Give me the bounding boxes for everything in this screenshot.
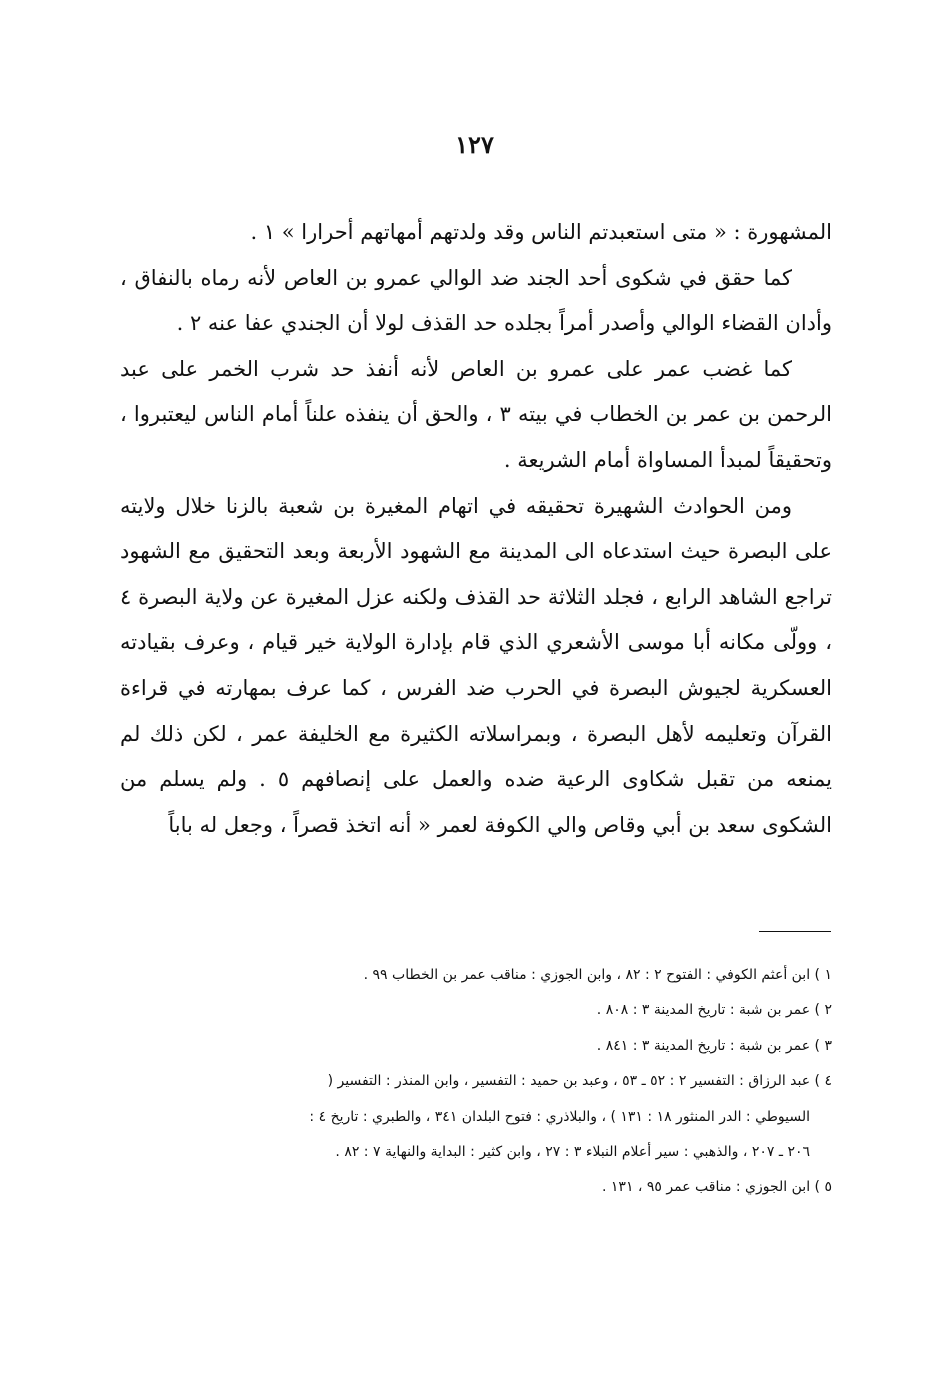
footnote-4-line-3: ٢٠٦ ـ ٢٠٧ ، والذهبي : سير أعلام النبلاء ٣ : ٢٧ ، وابن كثير : البداية والنهاية ٧ : ٨٢ . — [335, 1144, 810, 1161]
paragraph-4: ومن الحوادث الشهيرة تحقيقه في اتهام المغيرة بن شعبة بالزنا خلال ولايته على البصرة حيث استدعاه الى المدينة مع الشهود الأربعة وبعد التحقيق مع الشهود تراجع الشاهد الرابع ، فجلد الثلاثة حد القذف ولكنه عزل المغيرة عن ولاية البصرة ٤ ، وولّى مكانه أبا موسى الأشعري الذي قام بإدارة الولاية خير قيام ، وعرف بقيادته العسكرية لجيوش البصرة في الحرب ضد الفرس ، كما عرف بمهارته في قراءة القرآن وتعليمه لأهل البصرة ، وبمراسلاته الكثيرة مع الخليفة عمر ، لكن ذلك لم يمنعه من تقبل شكاوى الرعية ضده والعمل على إنصافهم ٥ . ولم يسلم من الشكوى سعد بن أبي وقاص والي الكوفة لعمر « أنه اتخذ قصراً ، وجعل له باباً — [120, 493, 832, 837]
paragraph-3: كما غضب عمر على عمرو بن العاص لأنه أنفذ حد شرب الخمر على عبد الرحمن بن عمر بن الخطاب في بيته ٣ ، والحق أن ينفذه علناً أمام الناس ليعتبروا ، وتحقيقاً لمبدأ المساواة أمام الشريعة . — [120, 356, 832, 472]
footnote-4: ٤ ) عبد الرزاق : التفسير ٢ : ٥٢ ـ ٥٣ ، وعبد بن حميد : التفسير ، وابن المنذر : التفسير ( — [327, 1073, 832, 1090]
footnotes — [150, 958, 832, 1206]
footnote-5: ٥ ) ابن الجوزي : مناقب عمر ٩٥ ، ١٣١ . — [602, 1179, 832, 1196]
footnote-3: ٣ ) عمر بن شبة : تاريخ المدينة ٣ : ٨٤١ . — [596, 1037, 832, 1054]
paragraph-2: كما حقق في شكوى أحد الجند ضد الوالي عمرو بن العاص لأنه رماه بالنفاق ، وأدان القضاء الوالي وأصدر أمراً بجلده حد القذف لولا أن الجندي عفا عنه ٢ . — [120, 265, 832, 336]
footnote-divider — [759, 931, 831, 932]
main-text — [120, 210, 832, 848]
paragraph-1: المشهورة : « متى استعبدتم الناس وقد ولدتهم أمهاتهم أحرارا » ١ . — [250, 220, 832, 244]
footnote-4-line-2: السيوطي : الدر المنثور ١٨ : ١٣١ ) ، والبلاذري : فتوح البلدان ٣٤١ ، والطبري : تاريخ ٤ : — [309, 1108, 810, 1125]
footnote-1: ١ ) ابن أعثم الكوفي : الفتوح ٢ : ٨٢ ، وابن الجوزي : مناقب عمر بن الخطاب ٩٩ . — [363, 967, 832, 983]
footnote-2: ٢ ) عمر بن شبة : تاريخ المدينة ٣ : ٨٠٨ . — [596, 1002, 832, 1019]
page-number: ١٢٧ — [455, 130, 494, 159]
